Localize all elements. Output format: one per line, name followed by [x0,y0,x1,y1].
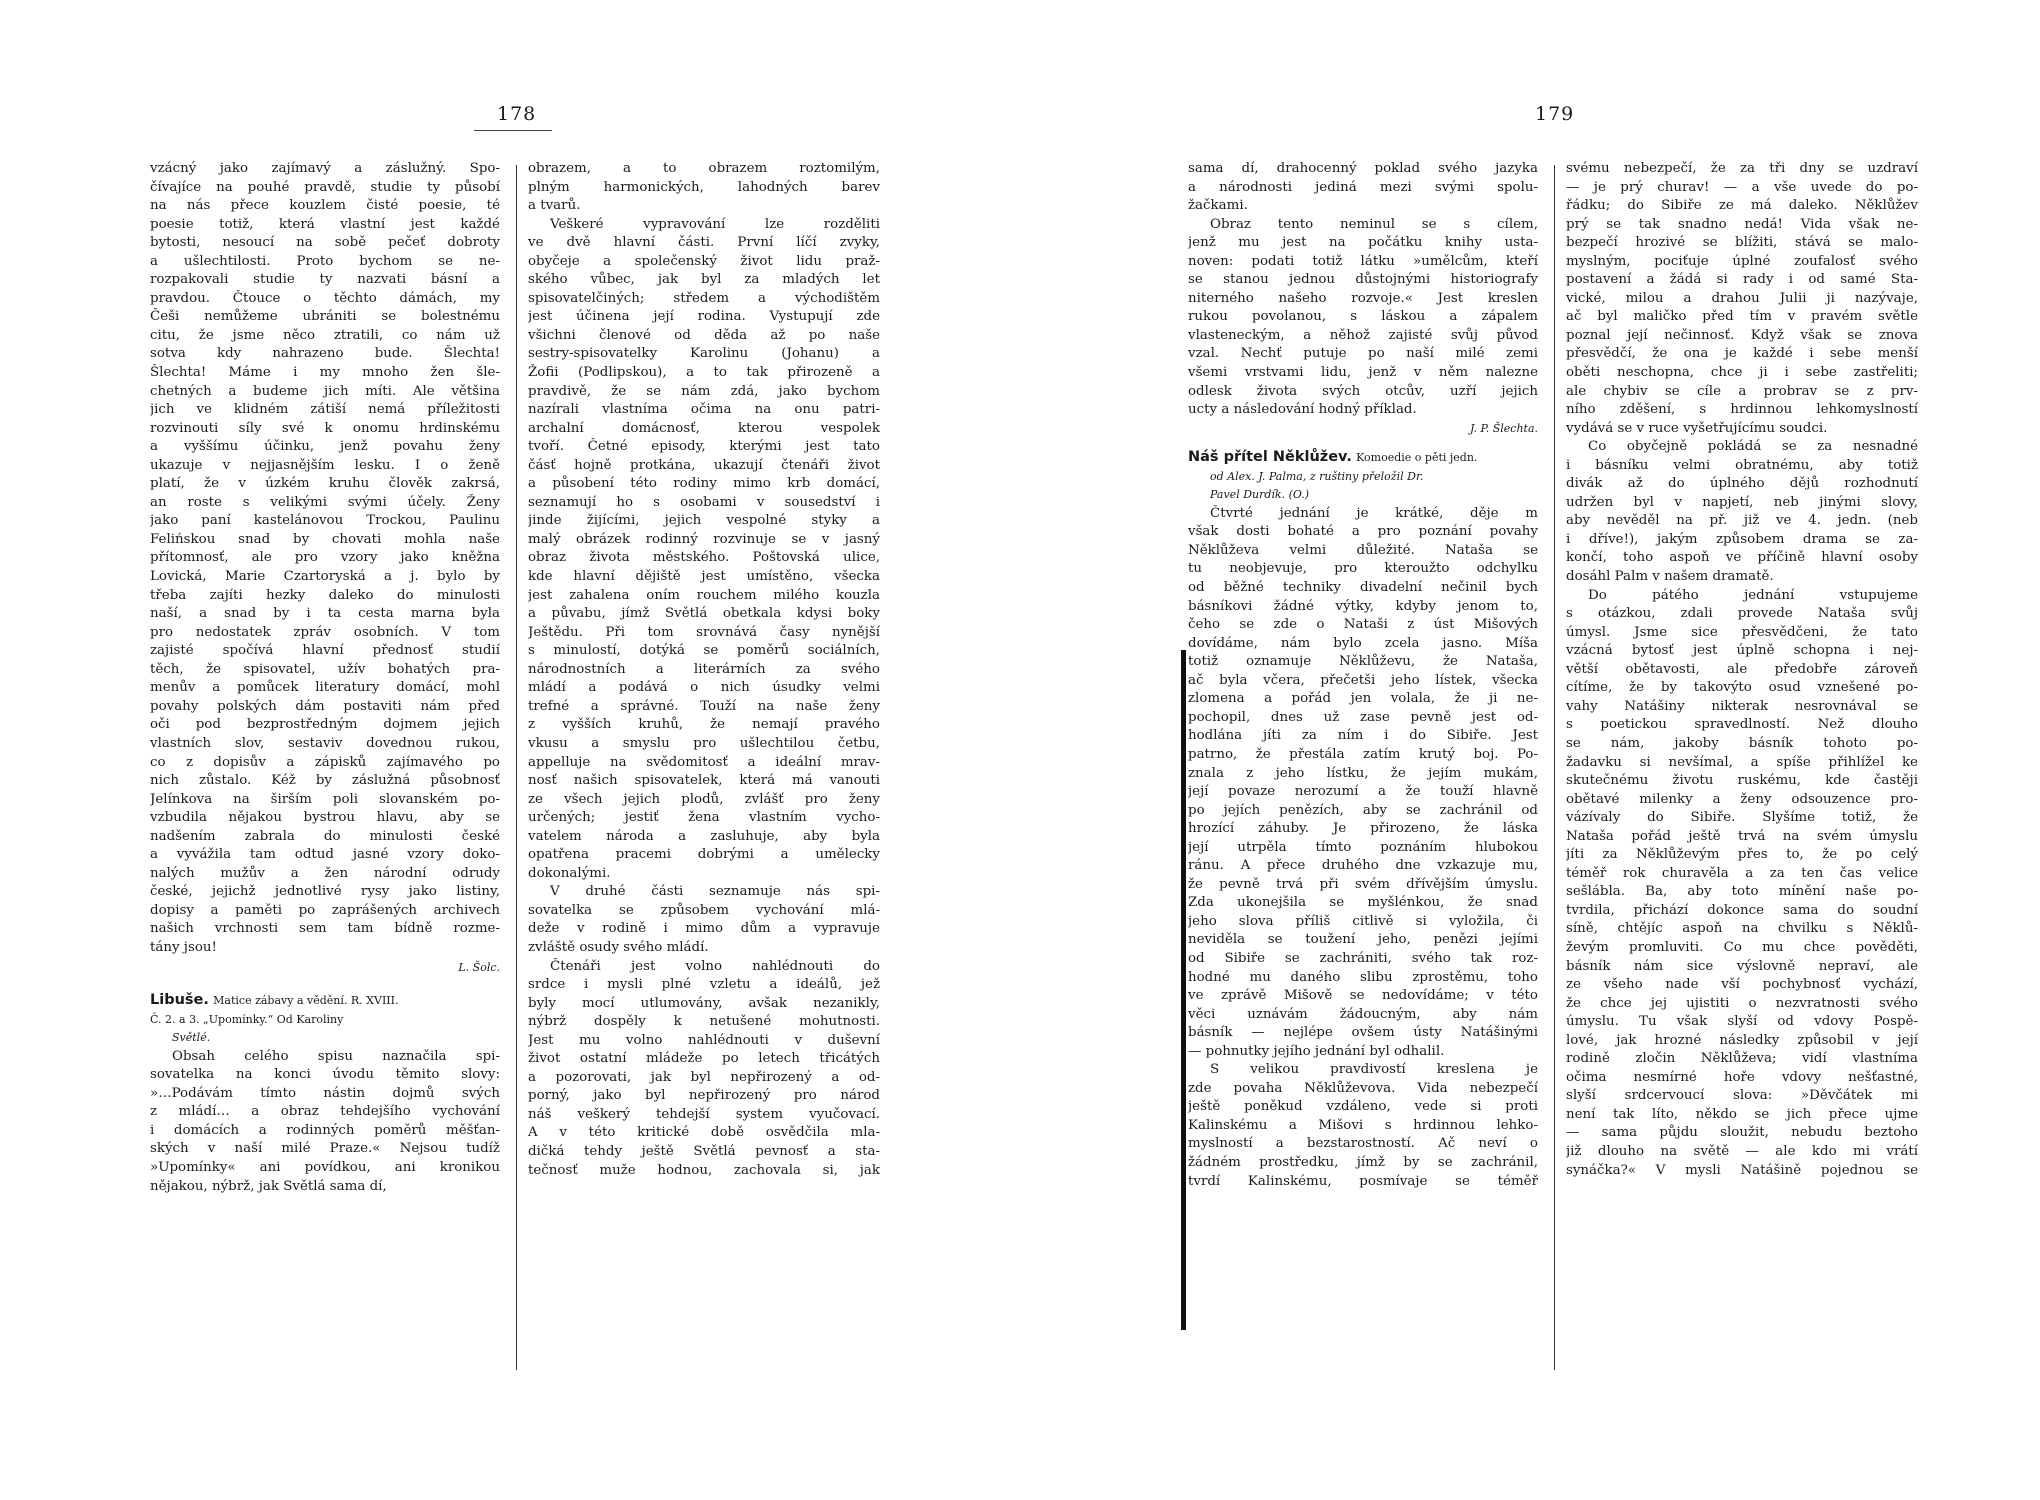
text-line: zde povaha Něklůževova. Vida nebezpečí [1188,1080,1538,1096]
text-line: divák až do úplného dějů rozhodnutí [1566,476,1918,492]
text-line: ve zprávě Mišově se nedovídáme; v této [1188,988,1538,1004]
text-line: přítomnosť, ale pro vzory jako kněžna [150,550,500,566]
text-line: ještě poněkud vzdáleno, vede si proti [1188,1099,1538,1115]
text-line: archalní domácnosť, kterou vespolek [528,420,880,436]
text-line: síně, chtějíc aspoň na chvilku s Něklů- [1566,921,1918,937]
text-line: vické, milou a drahou Julii ji nazývaje, [1566,290,1918,306]
text-line: spisovatelčiných; středem a východištěm [528,290,880,306]
text-line: jenž mu jest na počátku knihy usta- [1188,235,1538,251]
text-line: ač byl maličko před tím v pravém světle [1566,309,1918,325]
text-line: »…Podávám tímto nástin dojmů svých [150,1085,500,1101]
text-line: Co obyčejně pokládá se za nesnadné [1588,439,1918,455]
text-line: V druhé části seznamuje nás spi- [550,884,880,900]
text-line: sestry-spisovatelky Karolinu (Johanu) a [528,346,880,362]
text-line: rozvinouti síly své k onomu hrdinskému [150,420,500,436]
text-line: prý se tak snadno nedá! Vida však ne- [1566,216,1918,232]
text-line: Čtenáři jest volno nahlédnouti do [550,958,880,974]
text-line: ale chybiv se cíle a probrav se z prv- [1566,383,1918,399]
text-line: bezpečí hrozivé se blížiti, stává se malo- [1566,235,1918,251]
text-line: a vyvážila tam odtud jasné vzory doko- [150,847,500,863]
review-signature: J. P. Šlechta. [1470,421,1538,435]
text-line: úmysl. Jsme sice přesvědčeni, že tato [1566,624,1918,640]
text-line: jíti za Něklůževým přes to, že po celý [1566,847,1918,863]
text-line: an roste s velikými svými účely. Ženy [150,494,500,510]
text-line: žačkami. [1188,198,1248,214]
text-line: Felińskou snad by chovati mohla naše [150,531,500,547]
text-line: Čtvrté jednání je krátké, děje m [1210,505,1538,521]
text-line: těch, že spisovatel, užív bohatých pra- [150,661,500,677]
text-line: žádném prostředku, jímž by se zachránil, [1188,1154,1538,1170]
libuse-meta-1: Matice zábavy a vědění. R. XVIII. [213,994,399,1008]
text-line: jest zahalena oním rouchem milého kouzla [528,587,880,603]
text-line: není tak líto, někdo se jich přece ujme [1566,1106,1918,1122]
text-line: aby nevěděl na př. již ve 4. jedn. (neb [1566,513,1918,529]
column-3-text-after [1188,505,1538,1191]
column-3 [1188,160,1538,1191]
review-signature: L. Šolc. [458,960,500,974]
text-line: ze všeho nade vší pochybnosť vychází, [1566,977,1918,993]
text-line: dokonalými. [528,865,611,881]
text-line: vzbudila nějakou bystrou hlavu, aby se [150,810,500,826]
text-line: hodlána jíti za ním i do Sibiře. Jest [1188,728,1538,744]
margin-bar [1181,650,1186,1330]
text-line: ucty a následování hodný příklad. [1188,402,1417,418]
text-line: náš veškerý tehdejší system vyučovací. [528,1106,880,1122]
text-line: ževým promluviti. Co mu chce pověděti, [1566,939,1918,955]
text-line: S velikou pravdivostí kreslena je [1210,1062,1538,1078]
text-line: vázívaly do Sibiře. Slyšíme totiž, že [1566,810,1918,826]
text-line: co z dopisův a zápisků zajímavého po [150,754,500,770]
text-line: že chce jej ujistiti o nezvratnosti svého [1566,995,1918,1011]
text-line: nalých mužův a žen národní odrudy [150,865,500,881]
text-line: myslností a bezstarostností. Ač neví o [1188,1136,1538,1152]
text-line: oči pod bezprostředným dojmem jejich [150,717,500,733]
text-line: plným harmonických, lahodných barev [528,179,880,195]
text-line: a vyššímu účinku, jenž povahu ženy [150,439,500,455]
text-line: Do pátého jednání vstupujeme [1588,587,1918,603]
text-line: malý obrázek rodinný rozvinuje se v jasný [528,531,880,547]
text-line: appelluje na svědomitosť a ideální mrav- [528,754,880,770]
text-line: básníkovi žádné výtky, kdyby jenom to, [1188,598,1538,614]
text-line: myslným, pociťuje úplné zoufalosť svého [1566,253,1918,269]
text-line: menův a pomůcek literatury domácí, mohl [150,680,500,696]
text-line: poznal její nečinnosť. Když však se znova [1566,327,1918,343]
text-line: seznamují ho s osobami v sousedství i [528,494,880,510]
text-line: pro nedostatek zpráv osobních. V tom [150,624,500,640]
text-line: vzal. Nechť putuje po naší milé zemi [1188,346,1538,362]
text-line: poesie totiž, která vlastní jest každé [150,216,500,232]
libuse-meta-3: Světlé. [172,1031,211,1045]
text-line: opatřena pracemi dobrými a umělecky [528,847,880,863]
text-line: její povaze nerozumí a že touží hlavně [1188,784,1538,800]
text-line: čeho se zde o Nataši z úst Mišových [1188,617,1538,633]
text-line: téměř rok churavěla a za ten čas velice [1566,865,1918,881]
text-line: z mládí… a obraz tehdejšího vychování [150,1104,500,1120]
text-line: a působení této rodiny mimo krb domácí, [528,476,880,492]
neklyuzhev-meta-3: Pavel Durdík. (O.) [1210,488,1310,502]
text-line: tvrdila, přichází dokonce sama do soudní [1566,902,1918,918]
text-line: věci uznávám žádoucným, aby nám [1188,1006,1538,1022]
text-line: a tvarů. [528,198,581,214]
text-line: znala z jeho lístku, že jejím mukám, [1188,765,1538,781]
column-3-text [1188,160,1538,420]
text-line: pravdivě, že se nám zdá, jako bychom [528,383,880,399]
text-line: obětavé milenky a ženy odsouzence pro- [1566,791,1918,807]
text-line: mládí a podává o nich úsudky velmi [528,680,880,696]
text-line: zajisté spočívá hlavní přednosť studií [150,643,500,659]
text-line: a ušlechtilosti. Proto bychom se ne- [150,253,500,269]
text-line: obyčeje a společenský život lidu praž- [528,253,880,269]
text-line: nosť našich spisovatelek, která má vanouti [528,773,880,789]
text-line: končí, toho aspoň ve příčině hlavní osoby [1566,550,1918,566]
text-line: vlasteneckým, a něhož zajisté svůj původ [1188,327,1538,343]
text-line: Žofii (Podlipskou), a to tak přirozeně a [528,365,880,381]
text-line: ze všech jejich plodů, zvlášť pro ženy [528,791,880,807]
text-line: Kalinskému a Mišovi s hrdinnou lehko- [1188,1117,1538,1133]
page-number: 178 [497,103,537,125]
text-line: tečnosť muže hodnou, zachovala si, jak [528,1162,880,1178]
text-line: na nás přece kouzlem čisté poesie, té [150,198,500,214]
text-line: a národnosti jediná mezi svými spolu- [1188,179,1538,195]
text-line: všichni členové od děda až po naše [528,327,880,343]
text-line: srdce i mysli plné vzletu a ideálů, jež [528,977,880,993]
text-line: vkusu a smyslu pro ušlechtilou četbu, [528,735,880,751]
text-line: svému nebezpečí, že za tři dny se uzdraví [1566,161,1918,176]
text-line: sešlábla. Ba, aby toto mínění naše po- [1566,884,1918,900]
text-line: Jest mu volno nahlédnouti v duševní [528,1032,880,1048]
text-line: nýbrž dospěly k netušené mohutnosti. [528,1014,880,1030]
text-line: a pozorovati, jak byl nepřirozený a od- [528,1069,880,1085]
text-line: od běžné techniky divadelní nečinil bych [1188,580,1538,596]
text-line: nazírali vlastníma očima na onu patri- [528,402,880,418]
text-line: skutečnému životu ruskému, kde častěji [1566,773,1918,789]
neklyuzhev-meta-2: od Alex. J. Palma, z ruštiny přeložil Dr. [1210,469,1424,483]
text-line: všemi vrstvami lidu, jenž v něm nalezne [1188,365,1538,381]
text-line: s poetickou spravedlností. Než dlouho [1566,717,1918,733]
text-line: dičká tehdy ještě Světlá pevnosť a sta- [528,1143,880,1159]
text-line: nadšením zabrala do minulosti české [150,828,500,844]
text-line: přesvědčí, že ona je každé i sebe menší [1566,346,1918,362]
text-line: ukazuje v nejjasnějším lesku. I o ženě [150,457,500,473]
neklyuzhev-heading-line [1188,448,1538,468]
text-line: chetných a budeme jich míti. Ale většina [150,383,500,399]
text-line: Šlechta! Máme i my mnoho žen šle- [150,365,500,381]
text-line: — pohnutky jejího jednání byl odhalil. [1188,1043,1445,1059]
text-line: dovídáme, nám bylo zcela jasno. Míša [1188,635,1538,651]
text-line: byly mocí utlumovány, avšak nezanikly, [528,995,880,1011]
text-line: s minulostí, dotýká se poměrů sociálních, [528,643,880,659]
text-line: naší, a snad by i ta cesta marna byla [150,606,500,622]
text-line: dosáhl Palm v našem dramatě. [1566,569,1774,585]
text-line: »Upomínky« ani povídkou, ani kronikou [150,1159,500,1175]
text-line: však dosti bohaté a pro poznání povahy [1188,524,1538,540]
column-4 [1566,160,1918,1180]
text-line: povahy polských dám postaviti nám před [150,698,500,714]
text-line: jeho slova příliš citlivě si vyložila, či [1188,913,1538,929]
libuse-heading: Libuše. [150,992,209,1009]
text-line: synáčka?« V mysli Natášině pojednou se [1566,1162,1918,1178]
text-line: sotva kdy nahrazeno bude. Šlechta! [150,346,500,362]
text-line: noven: podati totiž látku »umělcům, kteří [1188,253,1538,269]
text-line: jako paní kastelánovou Trockou, Paulinu [150,513,500,529]
text-line: nějakou, nýbrž, jak Světlá sama dí, [150,1178,387,1194]
text-line: z vyšších kruhů, že nemají pravého [528,717,880,733]
text-line: hrozící záhuby. Je přirozeno, že láska [1188,821,1538,837]
text-line: Obsah celého spisu naznačila spi- [172,1048,500,1064]
text-line: platí, že v úzkém kruhu člověk zakrsá, [150,476,500,492]
text-line: vahy Natášiny nikterak nesrovnával se [1566,698,1918,714]
text-line: — sama půjdu sloužit, nebudu beztoho [1566,1125,1918,1141]
text-line: vydává se v ruce vyšetřujícímu soudci. [1566,420,1828,436]
text-line: se nám, jakoby básník tohoto po- [1566,735,1918,751]
text-line: rodině zločin Něklůževa; vidí vlastníma [1566,1051,1918,1067]
text-line: určených; jestiť žena vlastním vycho- [528,810,880,826]
text-line: rukou povolanou, s láskou a zápalem [1188,309,1538,325]
text-line: básník — nejlépe ovšem ústy Natášinými [1188,1025,1538,1041]
text-line: čásť hojně protkána, ukazují čtenáři život [528,457,880,473]
text-line: zvláště osudy svého mládí. [528,939,709,955]
text-line: vzácná bytosť jest úplně schopna i nej- [1566,643,1918,659]
text-line: kde hlavní dějiště jest umístěno, všecka [528,569,880,585]
text-line: slyší srdcervoucí slova: »Děvčátek mi [1566,1088,1918,1104]
text-line: sovatelka na konci úvodu těmito slovy: [150,1067,500,1083]
text-line: obrazem, a to obrazem roztomilým, [528,161,880,176]
text-line: ránu. A přece druhého dne vzkazuje mu, [1188,858,1538,874]
text-line: české, jejichž jednotlivé rysy jako listiny, [150,884,500,900]
text-line: úmyslu. Tu však slyší od vdovy Pospě- [1566,1014,1918,1030]
text-line: jest účinena její rodina. Vystupují zde [528,309,880,325]
text-line: tvrdí Kalinskému, posmívaje se téměř [1188,1173,1538,1189]
text-line: třeba zajíti hezky daleko do minulosti [150,587,500,603]
text-line: život ostatní mládeže po letech třicátých [528,1051,880,1067]
text-line: již dlouho na světě — ale kdo mi vrátí [1566,1143,1918,1159]
text-line: Zda ukonejšila se myšlénkou, že snad [1188,895,1538,911]
column-4-text [1566,160,1918,1180]
text-line: že pevně trvá při svém dřívějším úmyslu. [1188,876,1538,892]
text-line: cítíme, že by takovýto osud vznešené po- [1566,680,1918,696]
text-line: básník nám sice výslovně nepraví, ale [1566,958,1918,974]
text-line: trefné a správné. Touží na naše ženy [528,698,880,714]
text-line: s otázkou, zdali provede Nataša svůj [1566,606,1918,622]
text-line: obraz života městského. Poštovská ulice, [528,550,880,566]
text-line: oběti neschopna, chce ji i sebe zastřeliti; [1566,365,1918,381]
text-line: Češi nemůžeme ubrániti se bolestnému [150,309,500,325]
text-line: očima nesmírné hoře vdovy nešťastné, [1566,1069,1918,1085]
neklyuzhev-meta-1: Komoedie o pěti jedn. [1356,451,1478,465]
libuse-meta-2: Č. 2. a 3. „Upomínky.“ Od Karoliny [150,1012,344,1026]
text-line: nich zůstalo. Kéž by záslužná působnosť [150,773,500,789]
text-line: dopisy a paměti po zaprášených archivech [150,902,500,918]
text-line: pravdou. Čtouce o těchto dámách, my [150,290,500,306]
text-line: národnostních a literárních za svého [528,661,880,677]
text-line: od Sibiře se zachrániti, svého tak roz- [1188,950,1538,966]
text-line: jinde žijícími, jejich vespolné styky a [528,513,880,529]
page-number: 179 [1535,103,1575,125]
text-line: tány jsou! [150,939,217,955]
text-line: ního zděšení, s hrdinnou lehkomyslností [1566,402,1918,418]
text-line: našich vrchnosti sem tam bídně rozme- [150,921,500,937]
text-line: ač byla včera, přečetši jeho lístek, všecka [1188,672,1538,688]
text-line: ského vůbec, jak byl za mladých let [528,272,880,288]
text-line: neviděla se toužení jeho, penězi jejími [1188,932,1538,948]
text-line: udržen byl v napjetí, neb jinými slovy, [1566,494,1918,510]
text-line: po jejích penězích, aby se zachránil od [1188,802,1538,818]
text-line: i domácích a rodinných poměrů měšťan- [150,1122,500,1138]
text-line: deže v rodině i mimo dům a vypravuje [528,921,880,937]
text-line: ve dvě hlavní části. První líčí zvyky, [528,235,880,251]
text-line: lové, jak hrozné následky způsobil v její [1566,1032,1918,1048]
text-line: totiž oznamuje Něklůževu, že Nataša, [1188,654,1538,670]
column-divider [1554,165,1555,1370]
text-line: vzácný jako zajímavý a záslužný. Spo- [150,161,500,176]
text-line: sama dí, drahocenný poklad svého jazyka [1188,161,1538,176]
text-line: Jelínkova na širším poli slovanském po- [150,791,500,807]
text-line: vatelem národa a zasluhuje, aby byla [528,828,880,844]
text-line: sovatelka se způsobem vychování mlá- [528,902,880,918]
text-line: i dříve!), jakým způsobem drama se za- [1566,531,1918,547]
text-line: porný, jako byl nepřirozený pro národ [528,1088,880,1104]
text-line: Něklůževa velmi důležité. Nataša se [1188,542,1538,558]
text-line: vlastních slov, sestaviv dovednou rukou, [150,735,500,751]
text-line: čívajíce na pouhé pravdě, studie ty působí [150,179,500,195]
text-line: postavení a žádá si rady i od samé Sta- [1566,272,1918,288]
text-line: Veškeré vypravování lze rozděliti [550,216,880,232]
text-line: tu neobjevuje, pro kteroužto odchylku [1188,561,1538,577]
text-line: bytosti, nesoucí na sobě pečeť dobroty [150,235,500,251]
text-line: tvoří. Četné episody, kterými jest tato [528,439,880,455]
text-line: citu, že jsme něco ztratili, co nám už [150,327,500,343]
text-line: Ještědu. Při tom srovnává časy nynější [528,624,880,640]
text-line: se stanou jednou důstojnými historiografy [1188,272,1538,288]
text-line: patrno, že přestála zatím krutý boj. Po- [1188,746,1538,762]
text-line: A v této kritické době osvědčila mla- [528,1125,880,1141]
text-line: hodné mu daného slibu zprostěmu, toho [1188,969,1538,985]
text-line: i básníku velmi obratnému, aby totiž [1566,457,1918,473]
text-line: Obraz tento neminul se s cílem, [1210,216,1538,232]
text-line: pochopil, dnes už zase pevně jest od- [1188,709,1538,725]
text-line: niterného našeho rozvoje.« Jest kreslen [1188,290,1538,306]
neklyuzhev-heading: Náš přítel Něklůžev. [1188,449,1352,466]
text-line: a půvabu, jímž Světlá obetkala kdysi boky [528,606,880,622]
text-line: jich ve klidném zátiší nemá příležitosti [150,402,500,418]
text-line: Nataša pořád ještě trvá na svém úmyslu [1566,828,1918,844]
text-line: rozpakovali studie ty nazvati básní a [150,272,500,288]
text-line: — je prý churav! — a vše uvede do po- [1566,179,1918,195]
text-line: řádku; do Sibiře ze má daleko. Něklůžev [1566,198,1918,214]
text-line: její utrpěla tímto poznáním hlubokou [1188,839,1538,855]
text-line: žadavku si nevšímal, a spíše přihlížel ke [1566,754,1918,770]
text-line: větší obětavosti, ale předobře zároveň [1566,661,1918,677]
text-line: zlomena a pořád jen volala, že ji ne- [1188,691,1538,707]
text-line: Lovická, Marie Czartoryská a j. bylo by [150,569,500,585]
text-line: ských v naší milé Praze.« Nejsou tudíž [150,1141,500,1157]
text-line: odlesk života svých otcův, uzří jejich [1188,383,1538,399]
